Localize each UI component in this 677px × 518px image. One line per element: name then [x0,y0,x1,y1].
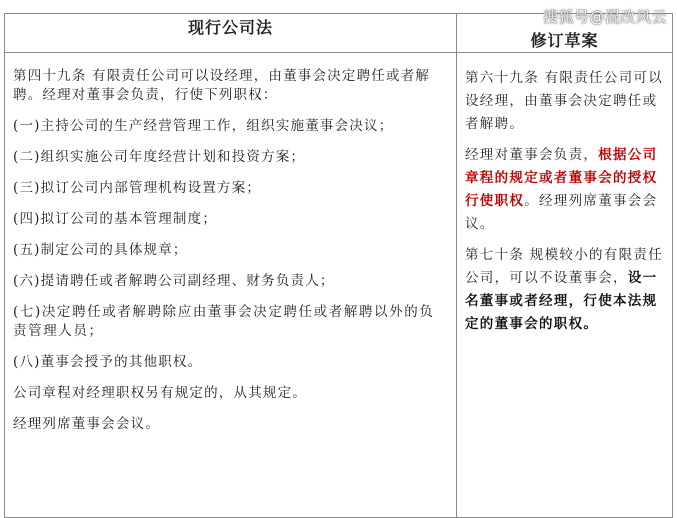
manager-duty-highlight: 根据公司章程的规定或者董事会的授权行使职权 [465,147,658,209]
duty-item: (四)拟订公司的基本管理制度； [13,211,218,227]
manager-duty-plain: 经理对董事会负责， [465,147,599,163]
board-meeting-note: 经理列席董事会会议。 [13,416,160,432]
duty-item: (五)制定公司的具体规章； [13,242,188,258]
current-law-header: 现行公司法 [5,14,457,53]
manager-duty-text [465,144,666,236]
duty-item: (一)主持公司的生产经营管理工作，组织实施董事会决议； [13,118,394,134]
article-70-bold: 设一名董事或者经理，行使本法规定的董事会的职权。 [465,270,658,332]
duty-item: (七)决定聘任或者解聘除应由董事会决定聘任或者解聘以外的负责管理人员； [13,304,435,339]
duty-item: (三)拟订公司内部管理机构设置方案； [13,180,262,196]
article-70-text [465,244,666,336]
article-49-text: 第四十九条 有限责任公司可以设经理，由董事会决定聘任或者解聘。经理对董事会负责，行使下列职权： [13,68,431,103]
duty-item: (二)组织实施公司年度经营计划和投资方案； [13,149,306,165]
content-row [5,53,673,518]
article-70-plain: 第七十条 规模较小的有限责任公司，可以不设董事会， [465,247,663,286]
watermark-text: 搜狐号@混改风云 [542,8,667,26]
revised-draft-cell [457,53,673,518]
article-69-text: 第六十九条 有限责任公司可以设经理，由董事会决定聘任或者解聘。 [465,70,663,132]
duty-item: (六)提请聘任或者解聘公司副经理、财务负责人； [13,273,335,289]
revised-draft-header: 修订草案 [457,14,673,53]
manager-duty-tail: 。经理列席董事会会议。 [465,193,658,232]
comparison-table [4,13,673,518]
articles-note: 公司章程对经理职权另有规定的，从其规定。 [13,385,307,401]
duty-item: (八)董事会授予的其他职权。 [13,354,203,370]
current-law-cell [5,53,457,518]
